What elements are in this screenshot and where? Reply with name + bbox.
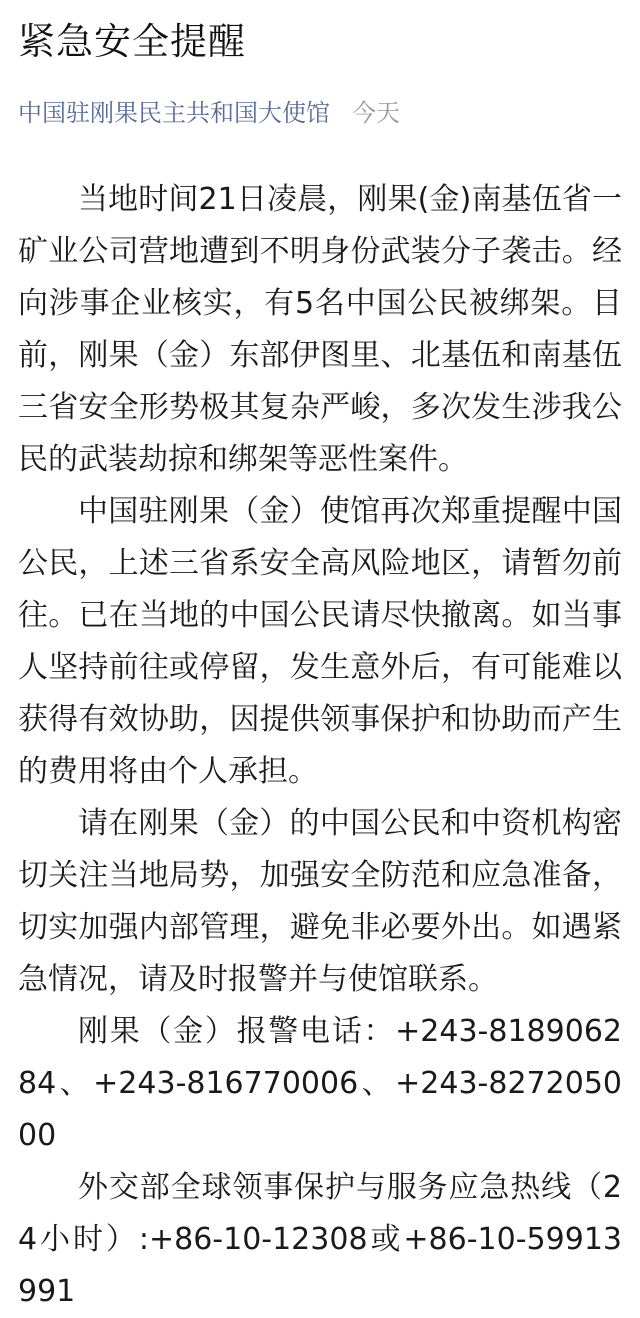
paragraph-police-phones: 刚果（金）报警电话：+243-818906284、+243-816770006、+243-827205000 — [18, 1014, 622, 1153]
article-title: 紧急安全提醒 — [18, 20, 246, 63]
paragraph-advice: 请在刚果（金）的中国公民和中资机构密切关注当地局势，加强安全防范和应急准备，切实加强内部管理，避免非必要外出。如遇紧急情况，请及时报警并与使馆联系。 — [18, 806, 622, 997]
paragraph-incident: 当地时间21日凌晨，刚果(金)南基伍省一矿业公司营地遭到不明身份武装分子袭击。经向涉事企业核实，有5名中国公民被绑架。目前，刚果（金）东部伊图里、北基伍和南基伍三省安全形势极其复杂严峻，多次发生涉我公民的武装劫掠和绑架等恶性案件。 — [18, 182, 622, 477]
article-body — [18, 174, 622, 1318]
account-name-link[interactable]: 中国驻刚果民主共和国大使馆 — [18, 99, 330, 127]
paragraph-warning: 中国驻刚果（金）使馆再次郑重提醒中国公民，上述三省系安全高风险地区，请暂勿前往。已在当地的中国公民请尽快撤离。如当事人坚持前往或停留，发生意外后，有可能难以获得有效协助，因提供领事保护和协助而产生的费用将由个人承担。 — [18, 494, 622, 789]
article-meta — [18, 96, 622, 130]
publish-date: 今天 — [352, 99, 400, 127]
paragraph-hotline: 外交部全球领事保护与服务应急热线（24小时）:+86-10-12308或+86-10-59913991 — [18, 1170, 622, 1309]
